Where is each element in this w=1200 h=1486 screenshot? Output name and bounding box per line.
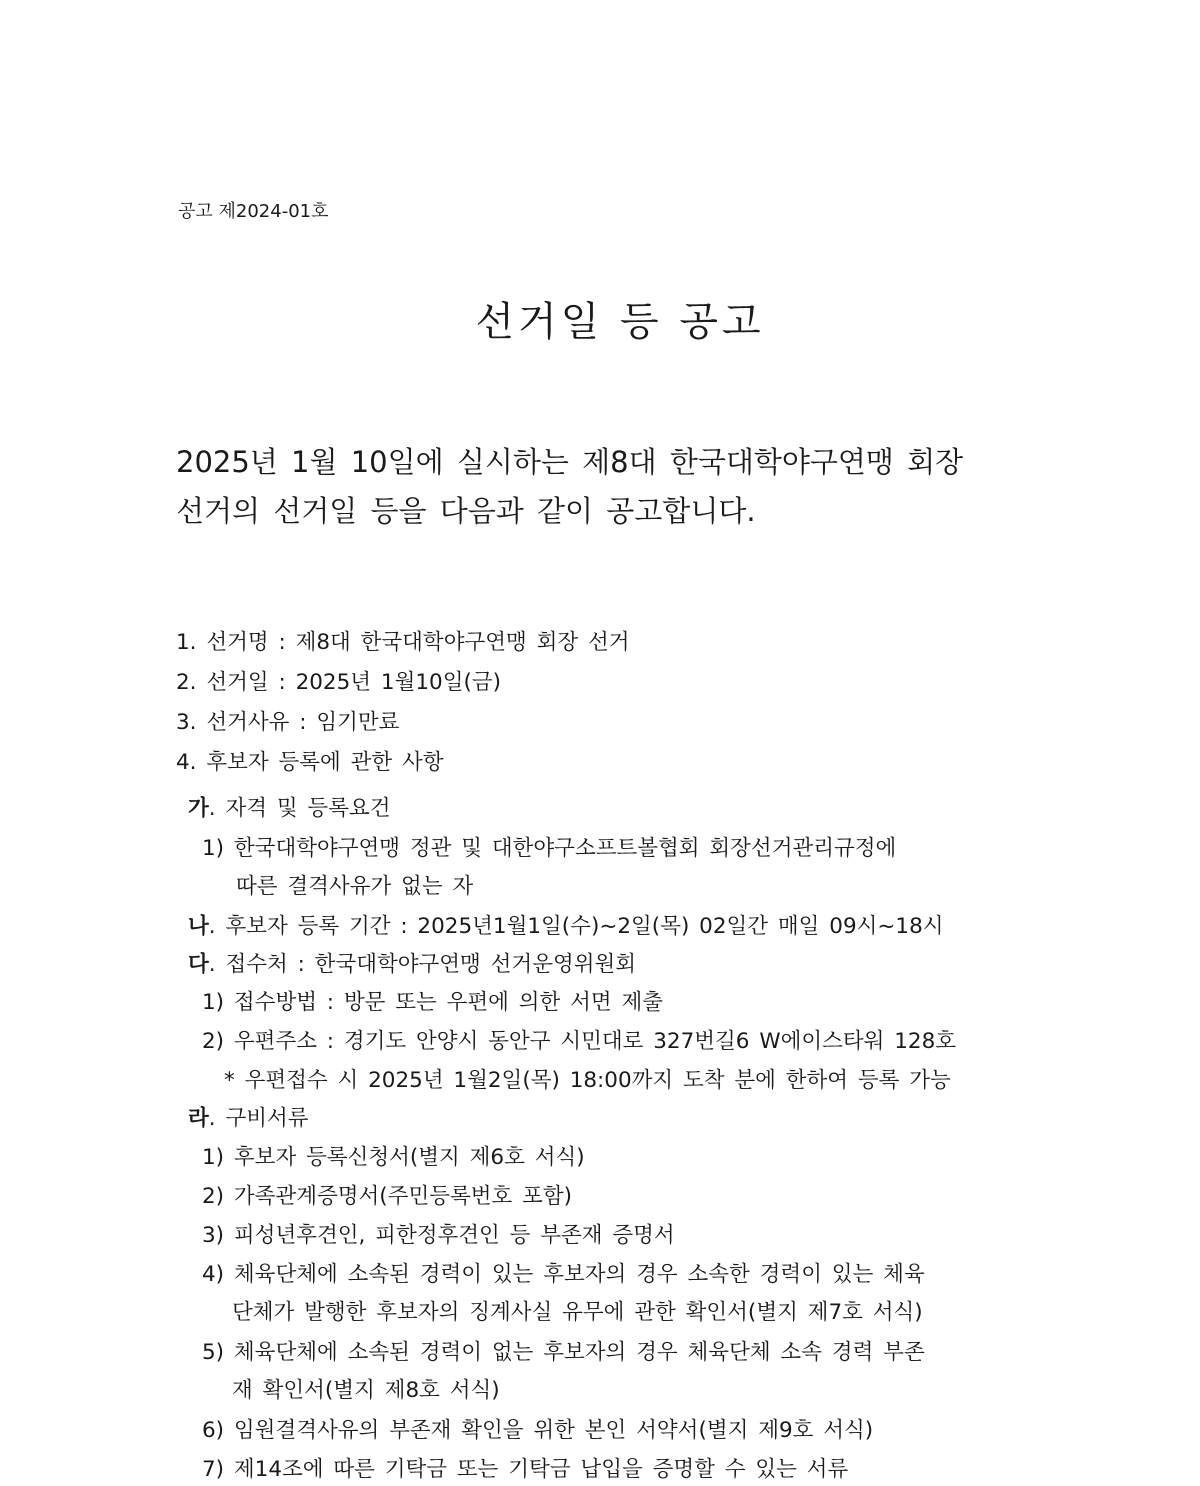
section-da (188, 950, 636, 980)
section-ra-text: . 구비서류 (208, 1106, 309, 1131)
section-da-label: 다 (188, 952, 209, 977)
section-ga-text: . 자격 및 등록요건 (208, 796, 391, 821)
section-ga-label: 가 (188, 796, 209, 821)
intro-paragraph (176, 438, 963, 536)
section-ga (188, 794, 391, 824)
ra-document: 1) 후보자 등록신청서(별지 제6호 서식) (202, 1145, 585, 1170)
item-candidate-registration: 4. 후보자 등록에 관한 사항 (176, 750, 444, 775)
intro-line: 선거의 선거일 등을 다음과 같이 공고합니다. (176, 494, 756, 528)
intro-line: 2025년 1월 10일에 실시하는 제8대 한국대학야구연맹 회장 (176, 445, 964, 479)
section-na-label: 나 (188, 914, 209, 939)
da-address: 2) 우편주소 : 경기도 안양시 동안구 시민대로 327번길6 W에이스타워 128호 (202, 1029, 957, 1054)
section-da-text: . 접수처 : 한국대학야구연맹 선거운영위원회 (208, 952, 637, 977)
item-election-date: 2. 선거일 : 2025년 1월10일(금) (176, 670, 502, 695)
section-na (188, 912, 944, 942)
ra-document: 3) 피성년후견인, 피한정후견인 등 부존재 증명서 (202, 1223, 675, 1248)
ga-requirement-line: 1) 한국대학야구연맹 정관 및 대한야구소프트볼협회 회장선거관리규정에 (202, 836, 897, 861)
notice-number: 공고 제2024-01호 (178, 201, 329, 222)
ga-requirement-line: 따른 결격사유가 없는 자 (236, 874, 474, 899)
ra-document: 5) 체육단체에 소속된 경력이 없는 후보자의 경우 체육단체 소속 경력 부존 (202, 1340, 925, 1365)
da-note: * 우편접수 시 2025년 1월2일(목) 18:00까지 도착 분에 한하여 등록 가능 (224, 1068, 951, 1093)
ra-document: 4) 체육단체에 소속된 경력이 있는 후보자의 경우 소속한 경력이 있는 체육 (202, 1262, 925, 1287)
da-method: 1) 접수방법 : 방문 또는 우편에 의한 서면 제출 (202, 990, 664, 1015)
ra-document: 7) 제14조에 따른 기탁금 또는 기탁금 납입을 증명할 수 있는 서류 (202, 1457, 849, 1482)
section-ra (188, 1104, 309, 1134)
ra-document: 재 확인서(별지 제8호 서식) (232, 1378, 500, 1403)
ra-document: 단체가 발행한 후보자의 징계사실 유무에 관한 확인서(별지 제7호 서식) (232, 1300, 923, 1325)
ra-document: 6) 임원결격사유의 부존재 확인을 위한 본인 서약서(별지 제9호 서식) (202, 1418, 874, 1443)
item-election-reason: 3. 선거사유 : 임기만료 (176, 710, 400, 735)
item-election-name: 1. 선거명 : 제8대 한국대학야구연맹 회장 선거 (176, 630, 630, 655)
ra-document: 2) 가족관계증명서(주민등록번호 포함) (202, 1184, 573, 1209)
document-title: 선거일 등 공고 (475, 299, 765, 345)
section-na-text: . 후보자 등록 기간 : 2025년1월1일(수)~2일(목) 02일간 매일 09시~18시 (208, 914, 944, 939)
section-ra-label: 라 (188, 1106, 209, 1131)
